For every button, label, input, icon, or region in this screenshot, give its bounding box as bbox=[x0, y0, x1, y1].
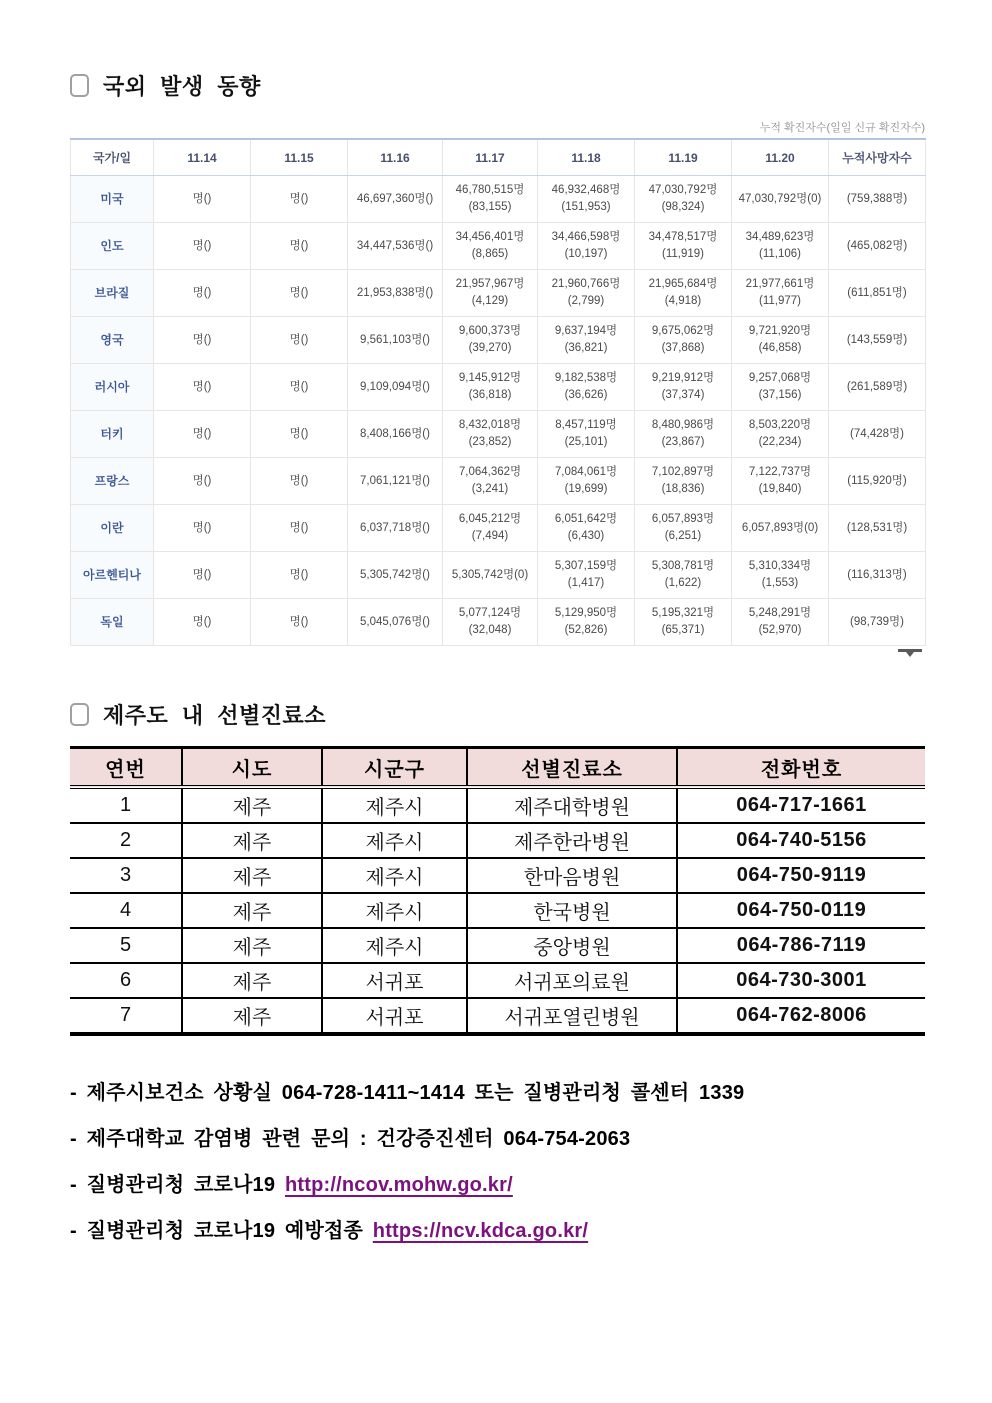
column-header: 11.19 bbox=[635, 139, 732, 176]
value-cell-11-17: 5,077,124명 (32,048) bbox=[443, 599, 538, 646]
value-cell-11-15: 명() bbox=[251, 176, 348, 223]
table-row bbox=[70, 787, 925, 823]
clinic-name-cell: 한국병원 bbox=[467, 893, 677, 928]
column-header: 연번 bbox=[70, 748, 182, 788]
cumulative-deaths-cell: (128,531명) bbox=[829, 505, 926, 552]
note-text: - 제주시보건소 상황실 064-728-1411~1414 또는 질병관리청 콜센터 1339 bbox=[70, 1082, 745, 1104]
contact-note-line bbox=[70, 1168, 925, 1197]
value-cell-11-14: 명() bbox=[154, 317, 251, 364]
value-cell-11-19: 8,480,986명 (23,867) bbox=[635, 411, 732, 458]
table-row bbox=[70, 823, 925, 858]
value-cell-11-20: 5,248,291명 (52,970) bbox=[732, 599, 829, 646]
province-cell: 제주 bbox=[182, 998, 322, 1034]
value-cell-11-18: 8,457,119명 (25,101) bbox=[538, 411, 635, 458]
value-cell-11-18: 46,932,468명 (151,953) bbox=[538, 176, 635, 223]
phone-number-cell: 064-740-5156 bbox=[677, 823, 925, 858]
district-cell: 서귀포 bbox=[322, 963, 467, 998]
table-row bbox=[71, 317, 926, 364]
value-cell-11-17: 21,957,967명 (4,129) bbox=[443, 270, 538, 317]
row-number-cell: 5 bbox=[70, 928, 182, 963]
cumulative-deaths-cell: (116,313명) bbox=[829, 552, 926, 599]
cumulative-deaths-cell: (115,920명) bbox=[829, 458, 926, 505]
column-header: 11.18 bbox=[538, 139, 635, 176]
value-cell-11-16: 8,408,166명() bbox=[348, 411, 443, 458]
column-header: 11.20 bbox=[732, 139, 829, 176]
phone-number-cell: 064-750-9119 bbox=[677, 858, 925, 893]
value-cell-11-19: 34,478,517명 (11,919) bbox=[635, 223, 732, 270]
value-cell-11-14: 명() bbox=[154, 505, 251, 552]
clinic-name-cell: 한마음병원 bbox=[467, 858, 677, 893]
district-cell: 제주시 bbox=[322, 787, 467, 823]
value-cell-11-18: 5,129,950명 (52,826) bbox=[538, 599, 635, 646]
contact-notes bbox=[70, 1076, 925, 1243]
value-cell-11-14: 명() bbox=[154, 270, 251, 317]
overseas-header-row bbox=[71, 139, 926, 176]
column-header: 11.15 bbox=[251, 139, 348, 176]
value-cell-11-18: 34,466,598명 (10,197) bbox=[538, 223, 635, 270]
value-cell-11-15: 명() bbox=[251, 270, 348, 317]
value-cell-11-14: 명() bbox=[154, 176, 251, 223]
district-cell: 제주시 bbox=[322, 823, 467, 858]
value-cell-11-16: 46,697,360명() bbox=[348, 176, 443, 223]
value-cell-11-17: 9,145,912명 (36,818) bbox=[443, 364, 538, 411]
cumulative-deaths-cell: (759,388명) bbox=[829, 176, 926, 223]
value-cell-11-19: 5,195,321명 (65,371) bbox=[635, 599, 732, 646]
country-cell: 터키 bbox=[71, 411, 154, 458]
phone-number-cell: 064-717-1661 bbox=[677, 787, 925, 823]
value-cell-11-15: 명() bbox=[251, 458, 348, 505]
value-cell-11-18: 21,960,766명 (2,799) bbox=[538, 270, 635, 317]
contact-note-line bbox=[70, 1076, 925, 1105]
note-text: - 질병관리청 코로나19 예방접종 bbox=[70, 1220, 373, 1242]
value-cell-11-16: 5,045,076명() bbox=[348, 599, 443, 646]
country-cell: 미국 bbox=[71, 176, 154, 223]
column-header: 11.16 bbox=[348, 139, 443, 176]
row-number-cell: 3 bbox=[70, 858, 182, 893]
value-cell-11-20: 9,721,920명 (46,858) bbox=[732, 317, 829, 364]
value-cell-11-19: 9,675,062명 (37,868) bbox=[635, 317, 732, 364]
note-text: - 질병관리청 코로나19 bbox=[70, 1174, 285, 1196]
country-cell: 프랑스 bbox=[71, 458, 154, 505]
value-cell-11-19: 5,308,781명 (1,622) bbox=[635, 552, 732, 599]
table-row bbox=[71, 552, 926, 599]
country-cell: 아르헨티나 bbox=[71, 552, 154, 599]
overseas-table-caption: 누적 확진자수(일일 신규 확진자수) bbox=[759, 122, 925, 134]
cumulative-deaths-cell: (261,589명) bbox=[829, 364, 926, 411]
overseas-cases-table bbox=[70, 138, 926, 646]
column-header: 선별진료소 bbox=[467, 748, 677, 788]
province-cell: 제주 bbox=[182, 823, 322, 858]
document-page bbox=[70, 0, 925, 1243]
table-row bbox=[71, 505, 926, 552]
value-cell-11-18: 9,182,538명 (36,626) bbox=[538, 364, 635, 411]
district-cell: 제주시 bbox=[322, 928, 467, 963]
row-number-cell: 2 bbox=[70, 823, 182, 858]
cumulative-deaths-cell: (611,851명) bbox=[829, 270, 926, 317]
clinic-name-cell: 서귀포의료원 bbox=[467, 963, 677, 998]
value-cell-11-19: 6,057,893명 (6,251) bbox=[635, 505, 732, 552]
clinics-header-row bbox=[70, 748, 925, 788]
value-cell-11-16: 9,109,094명() bbox=[348, 364, 443, 411]
value-cell-11-19: 47,030,792명 (98,324) bbox=[635, 176, 732, 223]
clinics-table bbox=[70, 746, 925, 1036]
table-row bbox=[71, 364, 926, 411]
province-cell: 제주 bbox=[182, 928, 322, 963]
value-cell-11-14: 명() bbox=[154, 223, 251, 270]
table-footer-area bbox=[70, 647, 925, 661]
value-cell-11-20: 7,122,737명 (19,840) bbox=[732, 458, 829, 505]
value-cell-11-18: 9,637,194명 (36,821) bbox=[538, 317, 635, 364]
table-row bbox=[71, 223, 926, 270]
country-cell: 영국 bbox=[71, 317, 154, 364]
value-cell-11-15: 명() bbox=[251, 599, 348, 646]
external-link[interactable]: https://ncv.kdca.go.kr/ bbox=[372, 1220, 589, 1242]
district-cell: 제주시 bbox=[322, 893, 467, 928]
table-row bbox=[70, 928, 925, 963]
table-row bbox=[71, 270, 926, 317]
checkbox-bullet-icon bbox=[70, 74, 89, 97]
column-header: 국가/일 bbox=[71, 139, 154, 176]
value-cell-11-20: 9,257,068명 (37,156) bbox=[732, 364, 829, 411]
value-cell-11-17: 34,456,401명 (8,865) bbox=[443, 223, 538, 270]
phone-number-cell: 064-786-7119 bbox=[677, 928, 925, 963]
row-number-cell: 6 bbox=[70, 963, 182, 998]
value-cell-11-17: 46,780,515명 (83,155) bbox=[443, 176, 538, 223]
table-row bbox=[71, 411, 926, 458]
value-cell-11-19: 21,965,684명 (4,918) bbox=[635, 270, 732, 317]
table-row bbox=[70, 893, 925, 928]
value-cell-11-14: 명() bbox=[154, 552, 251, 599]
province-cell: 제주 bbox=[182, 893, 322, 928]
phone-number-cell: 064-762-8006 bbox=[677, 998, 925, 1034]
column-header: 11.14 bbox=[154, 139, 251, 176]
value-cell-11-19: 7,102,897명 (18,836) bbox=[635, 458, 732, 505]
contact-note-line bbox=[70, 1122, 925, 1151]
value-cell-11-15: 명() bbox=[251, 364, 348, 411]
value-cell-11-16: 9,561,103명() bbox=[348, 317, 443, 364]
column-header: 전화번호 bbox=[677, 748, 925, 788]
value-cell-11-16: 6,037,718명() bbox=[348, 505, 443, 552]
province-cell: 제주 bbox=[182, 963, 322, 998]
table-row bbox=[71, 176, 926, 223]
value-cell-11-15: 명() bbox=[251, 411, 348, 458]
value-cell-11-16: 34,447,536명() bbox=[348, 223, 443, 270]
table-row bbox=[70, 858, 925, 893]
column-header: 11.17 bbox=[443, 139, 538, 176]
value-cell-11-20: 6,057,893명(0) bbox=[732, 505, 829, 552]
contact-note-line bbox=[70, 1214, 925, 1243]
clinic-name-cell: 중앙병원 bbox=[467, 928, 677, 963]
value-cell-11-17: 8,432,018명 (23,852) bbox=[443, 411, 538, 458]
province-cell: 제주 bbox=[182, 858, 322, 893]
clinic-name-cell: 제주한라병원 bbox=[467, 823, 677, 858]
table-row bbox=[70, 998, 925, 1034]
value-cell-11-14: 명() bbox=[154, 411, 251, 458]
value-cell-11-15: 명() bbox=[251, 505, 348, 552]
scroll-handle-arrow bbox=[906, 652, 914, 657]
country-cell: 독일 bbox=[71, 599, 154, 646]
country-cell: 러시아 bbox=[71, 364, 154, 411]
checkbox-bullet-icon bbox=[70, 703, 89, 726]
cumulative-deaths-cell: (143,559명) bbox=[829, 317, 926, 364]
column-header: 누적사망자수 bbox=[829, 139, 926, 176]
value-cell-11-16: 21,953,838명() bbox=[348, 270, 443, 317]
value-cell-11-18: 5,307,159명 (1,417) bbox=[538, 552, 635, 599]
district-cell: 서귀포 bbox=[322, 998, 467, 1034]
phone-number-cell: 064-750-0119 bbox=[677, 893, 925, 928]
row-number-cell: 4 bbox=[70, 893, 182, 928]
column-header: 시군구 bbox=[322, 748, 467, 788]
value-cell-11-20: 5,310,334명 (1,553) bbox=[732, 552, 829, 599]
province-cell: 제주 bbox=[182, 787, 322, 823]
section-title-clinics bbox=[70, 699, 925, 730]
clinic-name-cell: 서귀포열린병원 bbox=[467, 998, 677, 1034]
district-cell: 제주시 bbox=[322, 858, 467, 893]
value-cell-11-17: 5,305,742명(0) bbox=[443, 552, 538, 599]
value-cell-11-20: 8,503,220명 (22,234) bbox=[732, 411, 829, 458]
country-cell: 인도 bbox=[71, 223, 154, 270]
phone-number-cell: 064-730-3001 bbox=[677, 963, 925, 998]
value-cell-11-14: 명() bbox=[154, 364, 251, 411]
cumulative-deaths-cell: (98,739명) bbox=[829, 599, 926, 646]
clinic-name-cell: 제주대학병원 bbox=[467, 787, 677, 823]
country-cell: 이란 bbox=[71, 505, 154, 552]
table-row bbox=[71, 458, 926, 505]
value-cell-11-14: 명() bbox=[154, 458, 251, 505]
external-link[interactable]: http://ncov.mohw.go.kr/ bbox=[284, 1174, 513, 1196]
value-cell-11-20: 34,489,623명 (11,106) bbox=[732, 223, 829, 270]
value-cell-11-17: 6,045,212명 (7,494) bbox=[443, 505, 538, 552]
value-cell-11-15: 명() bbox=[251, 317, 348, 364]
value-cell-11-16: 5,305,742명() bbox=[348, 552, 443, 599]
section-title-text: 제주도 내 선별진료소 bbox=[103, 703, 326, 728]
row-number-cell: 1 bbox=[119, 794, 132, 816]
value-cell-11-15: 명() bbox=[251, 552, 348, 599]
note-text: - 제주대학교 감염병 관련 문의 : 건강증진센터 064-754-2063 bbox=[70, 1128, 631, 1150]
table-scroll-handle-icon[interactable] bbox=[895, 647, 925, 661]
table-row bbox=[71, 599, 926, 646]
cumulative-deaths-cell: (74,428명) bbox=[829, 411, 926, 458]
value-cell-11-19: 9,219,912명 (37,374) bbox=[635, 364, 732, 411]
column-header: 시도 bbox=[182, 748, 322, 788]
value-cell-11-20: 47,030,792명(0) bbox=[732, 176, 829, 223]
section-title-text: 국외 발생 동향 bbox=[103, 74, 261, 99]
value-cell-11-15: 명() bbox=[251, 223, 348, 270]
value-cell-11-14: 명() bbox=[154, 599, 251, 646]
value-cell-11-18: 7,084,061명 (19,699) bbox=[538, 458, 635, 505]
value-cell-11-17: 7,064,362명 (3,241) bbox=[443, 458, 538, 505]
section-title-overseas bbox=[70, 70, 925, 101]
table-row bbox=[70, 963, 925, 998]
country-cell: 브라질 bbox=[71, 270, 154, 317]
value-cell-11-18: 6,051,642명 (6,430) bbox=[538, 505, 635, 552]
value-cell-11-17: 9,600,373명 (39,270) bbox=[443, 317, 538, 364]
row-number-cell: 7 bbox=[70, 998, 182, 1034]
cumulative-deaths-cell: (465,082명) bbox=[829, 223, 926, 270]
value-cell-11-16: 7,061,121명() bbox=[348, 458, 443, 505]
value-cell-11-20: 21,977,661명 (11,977) bbox=[732, 270, 829, 317]
